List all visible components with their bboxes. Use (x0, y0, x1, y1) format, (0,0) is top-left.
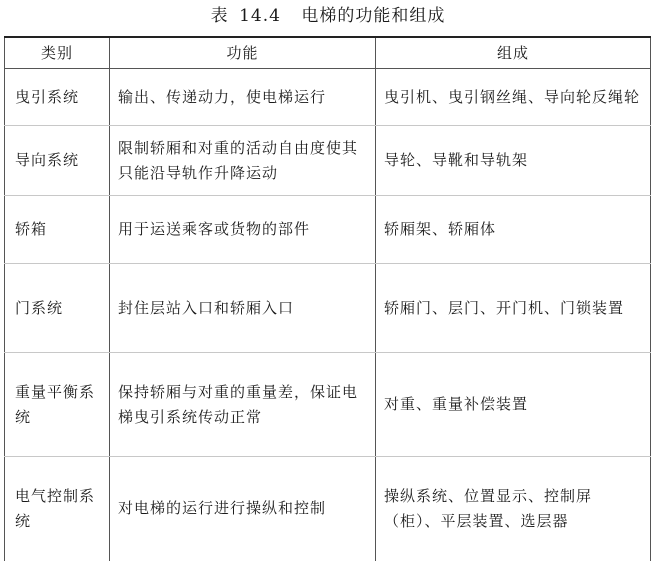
function-cell: 对电梯的运行进行操纵和控制 (110, 457, 376, 561)
function-cell: 限制轿厢和对重的活动自由度使其只能沿导轨作升降运动 (110, 126, 376, 196)
table-row (5, 196, 651, 264)
table-row (5, 353, 651, 457)
components-cell: 导轮、导靴和导轨架 (376, 126, 651, 196)
components-cell: 对重、重量补偿装置 (376, 353, 651, 457)
category-cell: 曳引系统 (5, 69, 110, 126)
function-cell: 输出、传递动力，使电梯运行 (110, 69, 376, 126)
category-cell: 重量平衡系统 (5, 353, 110, 457)
elevator-function-table (4, 36, 651, 561)
function-cell: 用于运送乘客或货物的部件 (110, 196, 376, 264)
category-cell: 电气控制系统 (5, 457, 110, 561)
function-cell: 封住层站入口和轿厢入口 (110, 264, 376, 353)
components-cell: 轿厢架、轿厢体 (376, 196, 651, 264)
category-cell: 轿箱 (5, 196, 110, 264)
function-cell: 保持轿厢与对重的重量差，保证电梯曳引系统传动正常 (110, 353, 376, 457)
table-row (5, 126, 651, 196)
category-cell: 门系统 (5, 264, 110, 353)
table-row (5, 69, 651, 126)
header-function: 功能 (110, 37, 376, 69)
caption-title: 电梯的功能和组成 (301, 6, 446, 26)
table-row (5, 457, 651, 561)
components-cell: 轿厢门、层门、开门机、门锁装置 (376, 264, 651, 353)
table-header-row (5, 37, 651, 69)
category-cell: 导向系统 (5, 126, 110, 196)
header-category: 类别 (5, 37, 110, 69)
header-components: 组成 (376, 37, 651, 69)
caption-prefix: 表 (210, 6, 229, 26)
table-row (5, 264, 651, 353)
caption-number: 14.4 (239, 6, 281, 26)
components-cell: 曳引机、曳引钢丝绳、导向轮反绳轮 (376, 69, 651, 126)
components-cell: 操纵系统、位置显示、控制屏（柜）、平层装置、选层器 (376, 457, 651, 561)
table-caption (0, 4, 656, 28)
